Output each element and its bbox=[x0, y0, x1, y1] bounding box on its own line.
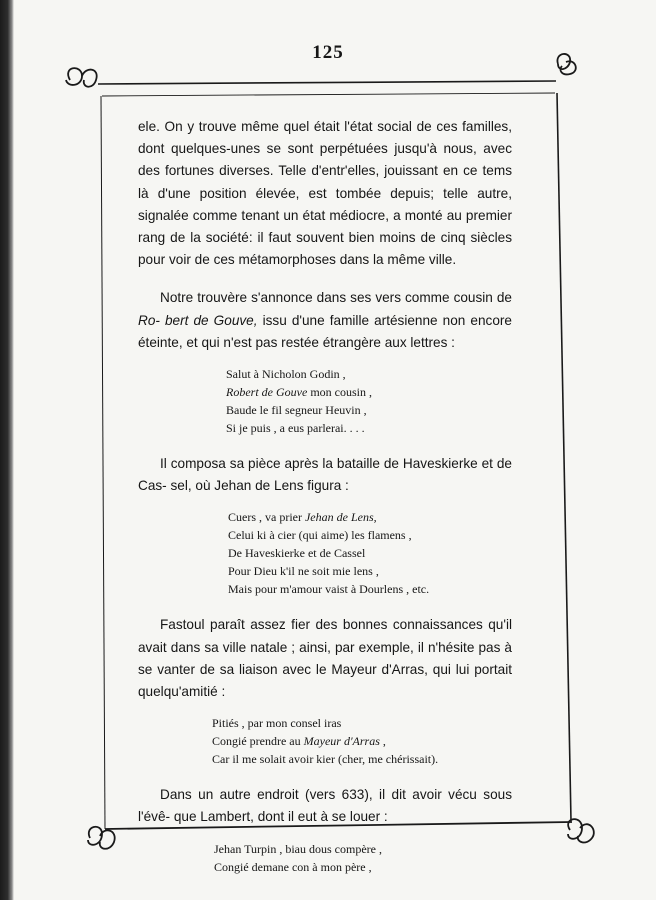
text-line: société: il faut souvent bien moins de cinq siècles pour voir de bbox=[138, 230, 513, 268]
verse-quote-4 bbox=[214, 840, 512, 876]
text-line: vanter de sa liaison avec le Mayeur d'Arras, qui lui portait bbox=[157, 661, 512, 677]
text-line: issu d'une famille artésienne non encore éteinte, bbox=[138, 312, 512, 350]
text-line: sel, où Jehan de Lens figura : bbox=[170, 478, 349, 494]
paragraph-3 bbox=[138, 453, 512, 497]
verse-line: De Haveskierke et de Cassel bbox=[228, 546, 366, 561]
verse-line: Mais pour m'amour vaist à Dourlens , etc. bbox=[228, 582, 430, 597]
corner-ornament-top-right-icon bbox=[557, 54, 575, 74]
paragraph-2 bbox=[138, 287, 512, 354]
text-line: comme tenant un état médiocre, a monté au premier rang de la bbox=[138, 207, 512, 246]
verse-line: Congié prendre au Mayeur d'Arras , bbox=[212, 734, 386, 749]
text-line: Dans un autre endroit (vers 633), il dit avoir vécu sous l'évê- bbox=[138, 787, 512, 825]
corner-ornament-top-left-icon bbox=[66, 68, 97, 87]
frame-left-line bbox=[101, 96, 105, 829]
verse-line: Si je puis , a eus parlerai. . . . bbox=[226, 421, 365, 436]
page-body bbox=[138, 116, 512, 876]
verse-line: Robert de Gouve mon cousin , bbox=[226, 385, 372, 400]
text-line: dont quelques-unes se sont perpétuées jusqu'à nous, avec des bbox=[138, 141, 512, 179]
text-line: quelqu'amitié : bbox=[138, 684, 226, 700]
frame-top-line bbox=[98, 81, 556, 84]
italic-name: bert de Gouve, bbox=[164, 312, 258, 328]
frame-right-line bbox=[557, 93, 571, 821]
frame-top-inner-line bbox=[102, 93, 555, 96]
page-number: 125 bbox=[312, 42, 344, 63]
verse-line: Baude le fil segneur Heuvin , bbox=[226, 403, 367, 418]
verse-line: Car il me solait avoir kier (cher, me chérissait). bbox=[212, 752, 439, 767]
text-line: fortunes diverses. Telle d'entr'elles, jouissant en ce tems là bbox=[138, 163, 512, 201]
text-line: dans sa ville natale ; ainsi, par exemple, il n'hésite pas à se bbox=[138, 639, 512, 677]
verse-line: Jehan Turpin , biau dous compère , bbox=[214, 841, 382, 856]
verse-line: Celui ki à cier (qui aime) les flamens , bbox=[228, 528, 412, 543]
verse-line: Pitiés , par mon consel iras bbox=[212, 716, 342, 731]
paragraph-4 bbox=[138, 614, 512, 703]
verse-line: Salut à Nicholon Godin , bbox=[226, 367, 346, 382]
verse-quote-1 bbox=[226, 365, 512, 437]
text-line: Fastoul paraît assez fier des bonnes connaissances qu'il avait bbox=[138, 617, 512, 655]
text-line: ces métamorphoses dans la même ville. bbox=[213, 252, 457, 268]
italic-name: Ro- bbox=[138, 312, 160, 328]
text-line: Notre trouvère s'annonce dans ses vers comme cousin de bbox=[160, 290, 512, 306]
text-line: et qui n'est pas restée étrangère aux lettres : bbox=[186, 334, 455, 350]
verse-line: Pour Dieu k'il ne soit mie lens , bbox=[228, 564, 379, 579]
text-line: que Lambert, dont il eut à se louer : bbox=[173, 809, 388, 825]
paragraph-1 bbox=[138, 116, 512, 271]
verse-line: Congié demane con à mon père , bbox=[214, 859, 372, 874]
text-line: ele. On y trouve même quel était l'état social de ces familles, bbox=[138, 119, 512, 134]
verse-line: Cuers , va prier Jehan de Lens, bbox=[228, 510, 377, 525]
text-line: Il composa sa pièce après la bataille de Haveskierke et de Cas- bbox=[138, 456, 512, 494]
corner-ornament-bottom-left-icon bbox=[88, 827, 115, 849]
verse-quote-3 bbox=[212, 714, 512, 768]
verse-quote-2 bbox=[228, 508, 512, 598]
text-line: d'une position élevée, est tombée depuis; telle autre, signalée bbox=[138, 185, 512, 223]
paragraph-5 bbox=[138, 784, 512, 828]
